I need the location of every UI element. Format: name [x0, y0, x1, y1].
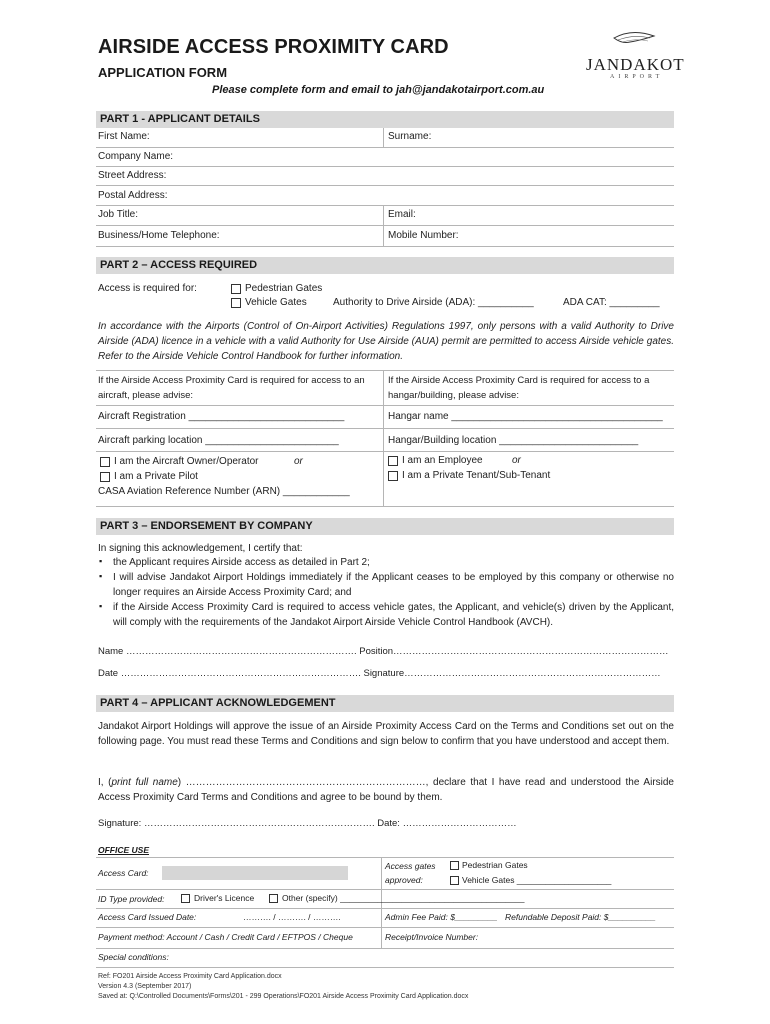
arn-field[interactable]: CASA Aviation Reference Number (ARN) ____________ [98, 486, 350, 497]
endorsement-intro: In signing this acknowledgement, I certify that: [98, 543, 303, 554]
divider [96, 857, 674, 858]
endorsement-point-1: the Applicant requires Airside access as detailed in Part 2; [113, 557, 370, 568]
bullet-icon: ▪ [99, 571, 103, 581]
part1-heading: PART 1 - APPLICANT DETAILS [96, 111, 674, 128]
or-text: or [512, 455, 521, 466]
divider [383, 370, 384, 506]
bullet-icon: ▪ [99, 601, 103, 611]
endorsement-point-2: I will advise Jandakot Airport Holdings immediately if the Applicant ceases to be employed by this company or otherwise no longer requires an Airside Access Proximity Card; and [113, 572, 674, 598]
pedestrian-gates-label: Pedestrian Gates [245, 283, 323, 294]
logo-wordmark: JANDAKOT [586, 55, 685, 74]
business-phone-field[interactable]: Business/Home Telephone: [98, 230, 220, 241]
vehicle-gates-checkbox[interactable] [231, 298, 241, 308]
print-full-name-label: print full name [111, 777, 178, 788]
special-conditions-field[interactable]: Special conditions: [98, 952, 169, 962]
office-vehicle-checkbox[interactable] [450, 876, 459, 885]
payment-method-field[interactable]: Payment method: Account / Cash / Credit Card / EFTPOS / Cheque [98, 932, 353, 942]
tenant-checkbox[interactable] [388, 471, 398, 481]
office-vehicle-field[interactable]: Vehicle Gates ____________________ [462, 875, 612, 885]
divider [96, 370, 674, 371]
vehicle-gates-label: Vehicle Gates [245, 297, 307, 308]
approved-label: approved: [385, 875, 423, 885]
pedestrian-gates-checkbox[interactable] [231, 284, 241, 294]
private-pilot-label: I am a Private Pilot [114, 471, 198, 482]
id-type-label: ID Type provided: [98, 894, 165, 904]
divider [96, 185, 674, 186]
mobile-field[interactable]: Mobile Number: [388, 230, 459, 241]
office-pedestrian-label: Pedestrian Gates [462, 860, 528, 870]
divider [96, 967, 674, 968]
company-date-signature-field[interactable]: Date …………………………………………………………………. Signature……………………………………………………………………… [98, 668, 661, 679]
bullet-icon: ▪ [99, 556, 103, 566]
divider [96, 908, 674, 909]
postal-address-field[interactable]: Postal Address: [98, 190, 168, 201]
hangar-intro: If the Airside Access Proximity Card is required for access to a hangar/building, please advise: [388, 375, 650, 401]
form-title: AIRSIDE ACCESS PROXIMITY CARD [98, 36, 449, 58]
employee-label: I am an Employee [402, 455, 483, 466]
private-pilot-checkbox[interactable] [100, 472, 110, 482]
owner-operator-label: I am the Aircraft Owner/Operator [114, 456, 259, 467]
divider [96, 451, 674, 452]
acknowledgement-paragraph: Jandakot Airport Holdings will approve the issue of an Airside Proximity Access Card on the Terms and Conditions set out on the following page. You must read these Terms and Conditions and sign below to confirm that you have understood and accept them. [98, 721, 674, 747]
employee-checkbox[interactable] [388, 456, 398, 466]
owner-operator-checkbox[interactable] [100, 457, 110, 467]
divider [96, 225, 674, 226]
aircraft-intro: If the Airside Access Proximity Card is required for access to an aircraft, please advise: [98, 375, 365, 401]
admin-fee-field[interactable]: Admin Fee Paid: $_________ [385, 912, 498, 922]
part4-heading: PART 4 – APPLICANT ACKNOWLEDGEMENT [96, 695, 674, 712]
street-address-field[interactable]: Street Address: [98, 170, 167, 181]
divider [96, 166, 674, 167]
surname-field[interactable]: Surname: [388, 131, 432, 142]
divider [381, 927, 382, 948]
tenant-label: I am a Private Tenant/Sub-Tenant [402, 470, 551, 481]
other-id-checkbox[interactable] [269, 894, 278, 903]
access-card-label: Access Card: [98, 868, 149, 878]
divider [96, 927, 674, 928]
endorsement-point-3: if the Airside Access Proximity Card is required to access vehicle gates, the Applicant, and vehicle(s) driven by the Applicant, will comply with the requirements of the Jandakot Airport Airside Vehicle Control Handbook (AVCH). [113, 602, 674, 628]
access-gates-label: Access gates [385, 861, 436, 871]
ada-cat-field[interactable]: ADA CAT: _________ [563, 297, 660, 308]
aircraft-registration-field[interactable]: Aircraft Registration ____________________________ [98, 411, 345, 422]
applicant-signature-date-field[interactable]: Signature: ………………………………………………………………. Date: ……………………………… [98, 818, 517, 829]
footer-version: Version 4.3 (September 2017) [98, 983, 192, 990]
form-subtitle: APPLICATION FORM [98, 65, 228, 80]
office-use-heading: OFFICE USE [98, 845, 150, 855]
divider [96, 205, 674, 206]
divider [96, 948, 674, 949]
email-field[interactable]: Email: [388, 209, 416, 220]
divider [96, 428, 674, 429]
footer-saved-path: Saved at: Q:\Controlled Documents\Forms\201 - 299 Operations\FO201 Airside Access Proximity Card Application.docx [98, 993, 469, 1000]
job-title-field[interactable]: Job Title: [98, 209, 139, 220]
access-required-label: Access is required for: [98, 283, 197, 294]
part2-heading: PART 2 – ACCESS REQUIRED [96, 257, 674, 274]
company-name-position-field[interactable]: Name ………………………………………………………………. Position…………………………………………………………………………… [98, 646, 669, 657]
part3-heading: PART 3 – ENDORSEMENT BY COMPANY [96, 518, 674, 535]
logo-subtext: AIRPORT [610, 74, 664, 80]
first-name-field[interactable]: First Name: [98, 131, 150, 142]
hangar-location-field[interactable]: Hangar/Building location _________________________ [388, 435, 639, 446]
issued-date-field[interactable]: ………. / ………. / ………. [243, 912, 341, 922]
drivers-licence-label: Driver's Licence [194, 893, 255, 903]
declaration-prefix: I, ( [98, 777, 112, 788]
footer-reference: Ref: FO201 Airside Access Proximity Card Application.docx [98, 973, 282, 980]
divider [96, 246, 674, 247]
issued-date-label: Access Card Issued Date: [98, 912, 197, 922]
divider [383, 128, 384, 147]
or-text: or [294, 456, 303, 467]
deposit-field[interactable]: Refundable Deposit Paid: $__________ [505, 912, 656, 922]
hangar-name-field[interactable]: Hangar name ______________________________________ [388, 411, 663, 422]
drivers-licence-checkbox[interactable] [181, 894, 190, 903]
divider [96, 889, 674, 890]
divider [96, 405, 674, 406]
declaration-paragraph [98, 775, 674, 805]
declaration-text[interactable]: ) ………………………………………………………………, declare that I have read and understood the Airside Access Proximity Card Terms and Conditions and agree to be bound by them. [98, 777, 674, 803]
divider [96, 506, 674, 507]
receipt-number-field[interactable]: Receipt/Invoice Number: [385, 932, 479, 942]
office-pedestrian-checkbox[interactable] [450, 861, 459, 870]
ada-field[interactable]: Authority to Drive Airside (ADA): __________ [333, 297, 534, 308]
aircraft-parking-field[interactable]: Aircraft parking location ________________________ [98, 435, 339, 446]
other-id-field[interactable]: Other (specify) _______________________________________ [282, 893, 525, 903]
company-name-field[interactable]: Company Name: [98, 151, 174, 162]
divider [96, 147, 674, 148]
access-card-input[interactable] [162, 866, 348, 880]
form-instruction: Please complete form and email to jah@jandakotairport.com.au [212, 84, 545, 96]
regulation-notice: In accordance with the Airports (Control of On-Airport Activities) Regulations 1997, only persons with a valid Authority to Drive Airside (ADA) licence in a vehicle with a valid Authority for Use Airside (AUA) permit are permitted to access Airside vehicle gates. Refer to the Airside Vehicle Control Handbook for further information. [98, 321, 674, 362]
